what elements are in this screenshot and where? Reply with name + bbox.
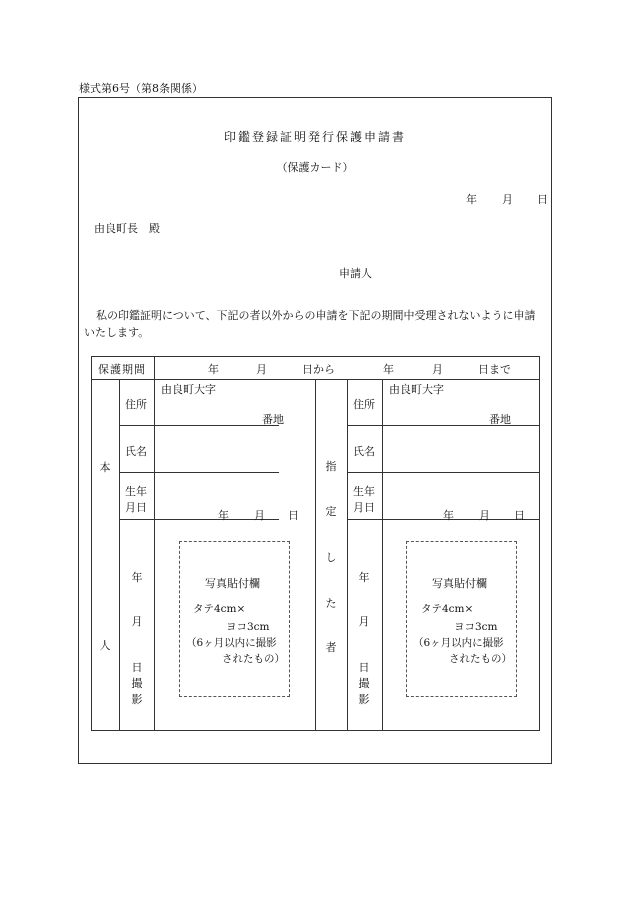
- designated-photo-note-1: （6ヶ月以内に撮影: [413, 637, 504, 649]
- document-subtitle: （保護カード）: [276, 161, 354, 174]
- principal-address-prefix: 由良町大字: [161, 383, 216, 396]
- principal-photo-date-month: 月: [131, 615, 143, 628]
- designated-birth-label-1: 生年: [353, 485, 375, 498]
- designated-photo-date-month: 月: [358, 615, 370, 628]
- designated-photo-date-day: 日: [358, 661, 370, 674]
- designated-name-label: 氏名: [353, 445, 375, 458]
- principal-birth-month: 月: [254, 509, 265, 522]
- form-number: 様式第6号（第8条関係）: [79, 82, 203, 95]
- principal-birth-year: 年: [218, 509, 229, 522]
- application-statement: 私の印鑑証明について、下記の者以外からの申請を下記の期間中受理されないように申請いたします。: [84, 309, 536, 339]
- designated-label-4: た: [325, 597, 337, 610]
- principal-photo-date-year: 年: [131, 571, 143, 584]
- designated-address-label: 住所: [353, 398, 375, 411]
- designated-address-prefix: 由良町大字: [389, 383, 444, 396]
- designated-birth-label-2: 月日: [353, 501, 375, 514]
- principal-label-top: 本: [99, 461, 111, 474]
- principal-photo-height: タテ4cm×: [193, 603, 246, 615]
- period-to-day: 日まで: [478, 363, 511, 376]
- designated-photo-width: ヨコ3cm: [454, 621, 498, 633]
- principal-photo-note-2: されたもの）: [222, 653, 285, 665]
- designated-label-1: 指: [325, 460, 337, 473]
- principal-photo-date-taken-2: 影: [131, 693, 143, 706]
- principal-photo-title: 写真貼付欄: [205, 577, 260, 590]
- designated-birth-year: 年: [443, 509, 454, 522]
- protection-table: [91, 356, 540, 731]
- principal-photo-date-taken-1: 撮: [131, 677, 143, 690]
- principal-birth-label-1: 生年: [125, 485, 147, 498]
- principal-address-label: 住所: [125, 398, 147, 411]
- principal-birth-day: 日: [288, 509, 299, 522]
- principal-photo-note-1: （6ヶ月以内に撮影: [186, 637, 277, 649]
- designated-photo-height: タテ4cm×: [421, 603, 474, 615]
- applicant-label: 申請人: [339, 267, 372, 280]
- principal-name-label: 氏名: [125, 445, 147, 458]
- period-from-year: 年: [208, 363, 219, 376]
- designated-photo-note-2: されたもの）: [449, 653, 512, 665]
- designated-photo-date-year: 年: [358, 571, 370, 584]
- principal-address-suffix: 番地: [262, 413, 284, 426]
- date-year-label: 年: [466, 193, 477, 206]
- principal-label-bottom: 人: [99, 639, 111, 652]
- designated-photo-title: 写真貼付欄: [432, 577, 487, 590]
- designated-photo-date-taken-1: 撮: [358, 677, 370, 690]
- protection-period-label: 保護期間: [98, 363, 146, 376]
- period-to-month: 月: [432, 363, 443, 376]
- designated-photo-date-taken-2: 影: [358, 693, 370, 706]
- principal-birth-label-2: 月日: [125, 501, 147, 514]
- date-month-label: 月: [502, 193, 513, 206]
- period-to-year: 年: [383, 363, 394, 376]
- principal-photo-date-day: 日: [131, 661, 143, 674]
- principal-photo-width: ヨコ3cm: [226, 621, 270, 633]
- date-day-label: 日: [537, 193, 548, 206]
- period-from-day: 日から: [302, 363, 335, 376]
- designated-birth-month: 月: [479, 509, 490, 522]
- period-from-month: 月: [256, 363, 267, 376]
- designated-label-2: 定: [325, 505, 337, 518]
- designated-birth-day: 日: [514, 509, 525, 522]
- document-title: 印鑑登録証明発行保護申請書: [223, 130, 406, 144]
- designated-address-suffix: 番地: [489, 413, 511, 426]
- designated-label-3: し: [325, 551, 337, 564]
- addressee: 由良町長 殿: [94, 222, 160, 235]
- designated-label-5: 者: [325, 641, 337, 654]
